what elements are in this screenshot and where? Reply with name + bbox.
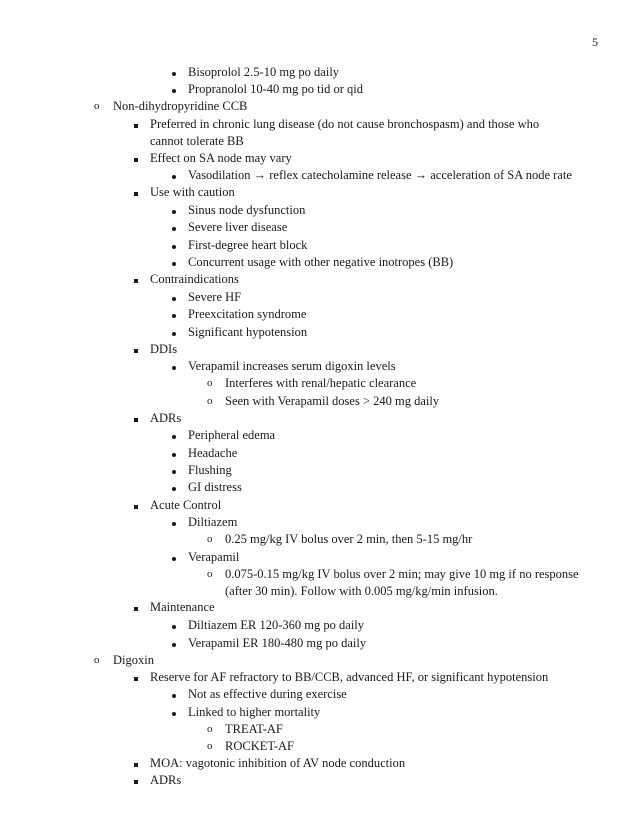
bullet-square-icon [134, 772, 138, 789]
list-item: Propranolol 10-40 mg po tid or qid [188, 82, 363, 96]
page-number: 5 [592, 35, 598, 49]
bullet-square-icon [134, 341, 138, 358]
bullet-square-icon [134, 271, 138, 288]
list-item: ADRs [150, 411, 182, 425]
list-item: Peripheral edema [188, 428, 276, 442]
list-item: cannot tolerate BB [150, 134, 244, 148]
list-item: Interferes with renal/hepatic clearance [225, 376, 417, 390]
list-item: Verapamil increases serum digoxin levels [188, 359, 396, 373]
list-item: Bisoprolol 2.5-10 mg po daily [188, 65, 340, 79]
list-item: Reserve for AF refractory to BB/CCB, advanced HF, or significant hypotension [150, 670, 549, 684]
bullet-dot-icon [172, 617, 176, 634]
bullet-dot-icon [172, 686, 176, 703]
bullet-square-icon [134, 755, 138, 772]
bullet-dot-icon [172, 324, 176, 341]
bullet-dot-icon [172, 167, 176, 184]
bullet-dot-icon [172, 64, 176, 81]
bullet-circle-icon: o [207, 740, 213, 752]
bullet-dot-icon [172, 479, 176, 496]
list-item: (after 30 min). Follow with 0.005 mg/kg/min infusion. [225, 584, 498, 598]
list-item: DDIs [150, 342, 178, 356]
bullet-circle-icon: o [94, 654, 100, 666]
bullet-dot-icon [172, 81, 176, 98]
bullet-square-icon [134, 150, 138, 167]
bullet-circle-icon: o [207, 533, 213, 545]
list-item: Use with caution [150, 185, 235, 199]
list-item: Verapamil [188, 550, 240, 564]
bullet-dot-icon [172, 254, 176, 271]
bullet-dot-icon [172, 704, 176, 721]
section-heading: Non-dihydropyridine CCB [113, 99, 248, 113]
list-item: MOA: vagotonic inhibition of AV node conduction [150, 756, 406, 770]
bullet-dot-icon [172, 427, 176, 444]
list-item: Preexcitation syndrome [188, 307, 307, 321]
bullet-dot-icon [172, 219, 176, 236]
list-item: First-degree heart block [188, 238, 308, 252]
list-item: Headache [188, 446, 238, 460]
bullet-dot-icon [172, 358, 176, 375]
list-item: Contraindications [150, 272, 239, 286]
bullet-dot-icon [172, 514, 176, 531]
list-item: Sinus node dysfunction [188, 203, 306, 217]
list-item: Not as effective during exercise [188, 687, 347, 701]
list-item: ROCKET-AF [225, 739, 294, 753]
list-item: Maintenance [150, 600, 215, 614]
list-item: Severe liver disease [188, 220, 288, 234]
bullet-circle-icon: o [207, 377, 213, 389]
list-item: Concurrent usage with other negative inotropes (BB) [188, 255, 454, 269]
list-item: 0.075-0.15 mg/kg IV bolus over 2 min; may give 10 mg if no response [225, 567, 579, 581]
bullet-circle-icon: o [207, 568, 213, 580]
list-item: TREAT-AF [225, 722, 283, 736]
bullet-dot-icon [172, 635, 176, 652]
bullet-dot-icon [172, 306, 176, 323]
bullet-square-icon [134, 669, 138, 686]
list-item: Flushing [188, 463, 232, 477]
bullet-circle-icon: o [94, 100, 100, 112]
bullet-circle-icon: o [207, 723, 213, 735]
list-item: GI distress [188, 480, 242, 494]
bullet-dot-icon [172, 445, 176, 462]
list-item: Severe HF [188, 290, 242, 304]
list-item: Significant hypotension [188, 325, 308, 339]
list-item: ADRs [150, 773, 182, 787]
list-item: Seen with Verapamil doses > 240 mg daily [225, 394, 440, 408]
bullet-circle-icon: o [207, 395, 213, 407]
bullet-dot-icon [172, 462, 176, 479]
list-item: Diltiazem [188, 515, 238, 529]
bullet-dot-icon [172, 549, 176, 566]
list-item: Linked to higher mortality [188, 705, 321, 719]
bullet-dot-icon [172, 202, 176, 219]
bullet-square-icon [134, 184, 138, 201]
list-item: Acute Control [150, 498, 222, 512]
list-item: Verapamil ER 180-480 mg po daily [188, 636, 367, 650]
list-item: Effect on SA node may vary [150, 151, 292, 165]
list-item: Preferred in chronic lung disease (do not cause bronchospasm) and those who [150, 117, 540, 131]
bullet-square-icon [134, 599, 138, 616]
section-heading: Digoxin [113, 653, 154, 667]
list-item: 0.25 mg/kg IV bolus over 2 min, then 5-15 mg/hr [225, 532, 473, 546]
list-item: Vasodilation → reflex catecholamine release → acceleration of SA node rate [188, 168, 572, 182]
bullet-square-icon [134, 497, 138, 514]
bullet-square-icon [134, 116, 138, 133]
list-item: Diltiazem ER 120-360 mg po daily [188, 618, 365, 632]
bullet-square-icon [134, 410, 138, 427]
bullet-dot-icon [172, 237, 176, 254]
bullet-dot-icon [172, 289, 176, 306]
